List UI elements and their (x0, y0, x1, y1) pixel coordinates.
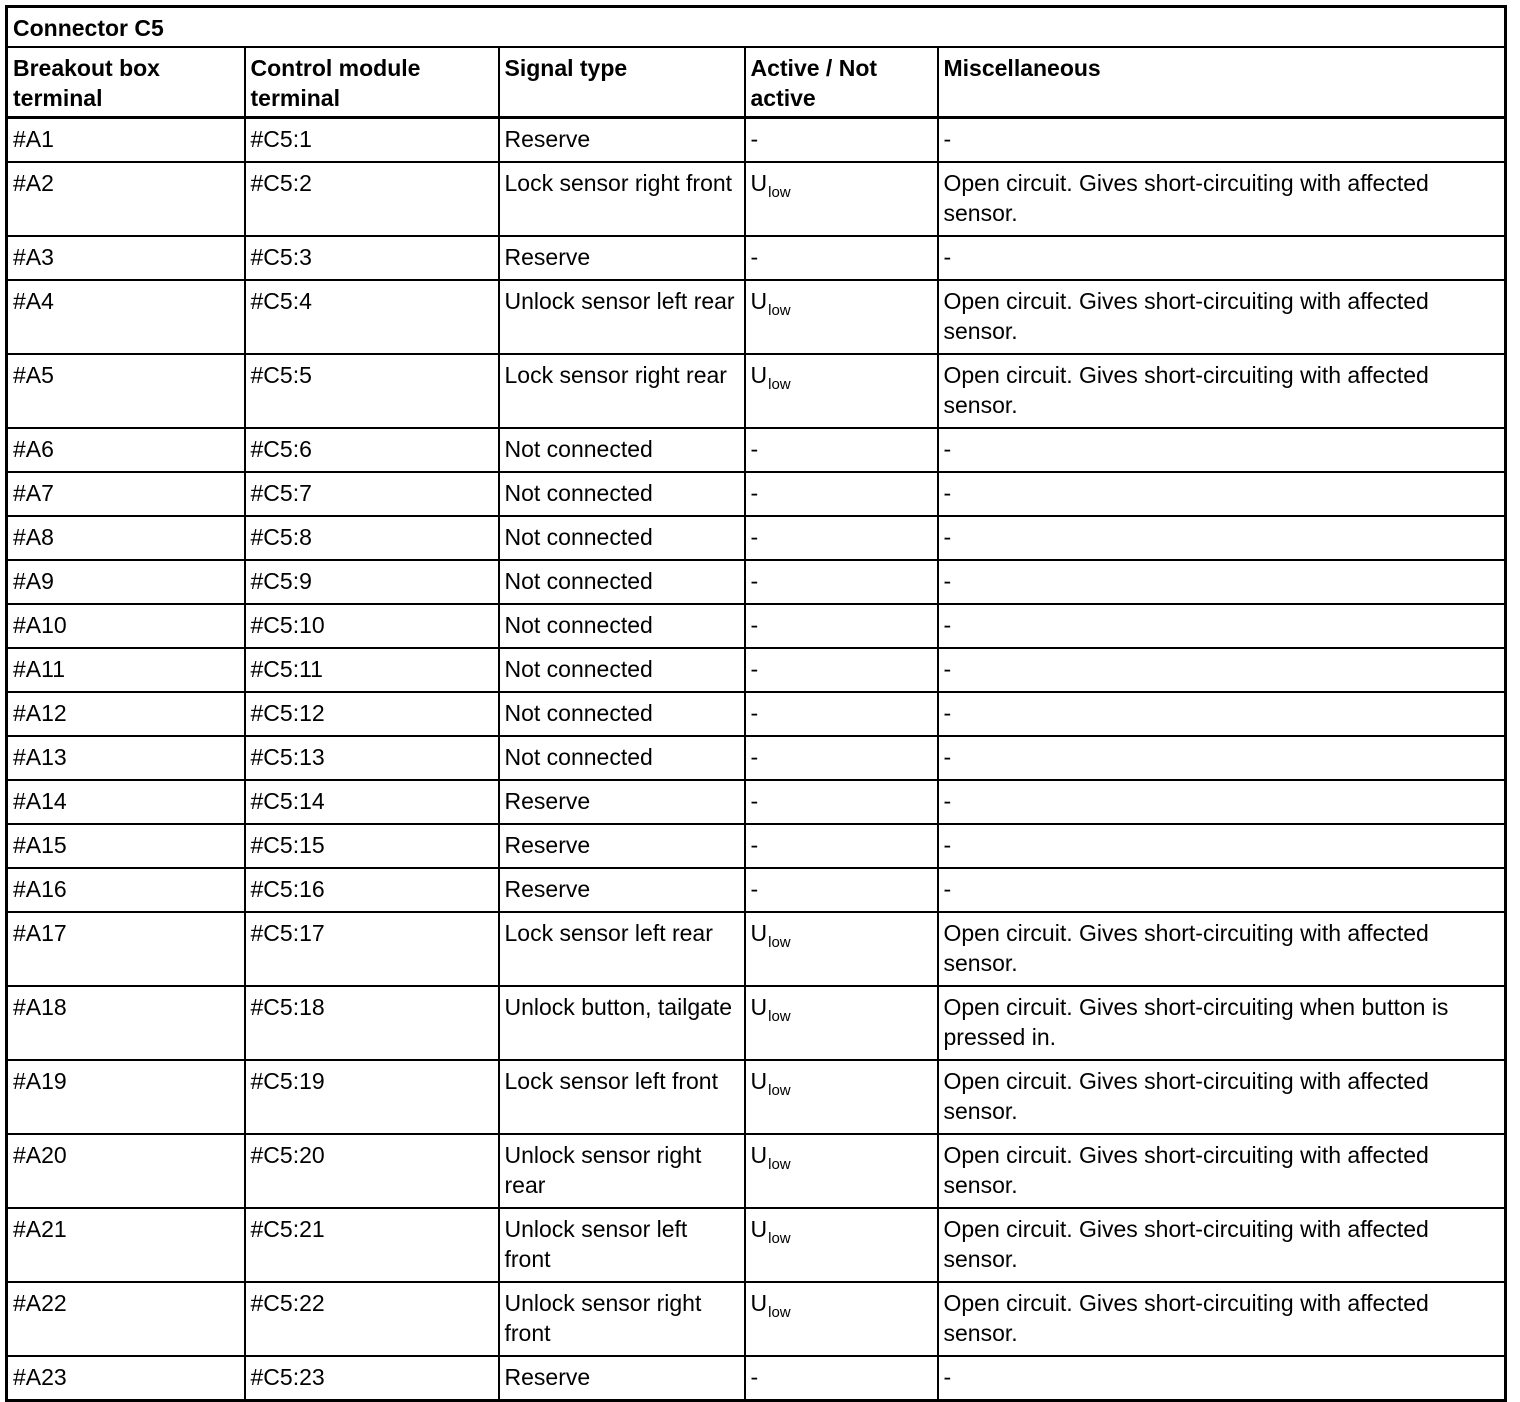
active-value-subscript: low (768, 376, 791, 393)
cell-active-not-active (745, 1134, 938, 1208)
header-active-not-active: Active / Not active (745, 47, 938, 118)
table-row (7, 1356, 1506, 1401)
cell-active-not-active (745, 472, 938, 516)
cell-control-module-terminal: #C5:12 (245, 692, 499, 736)
cell-active-not-active (745, 986, 938, 1060)
cell-signal-type: Unlock sensor right front (499, 1282, 745, 1356)
cell-miscellaneous: - (938, 692, 1506, 736)
cell-miscellaneous: - (938, 560, 1506, 604)
cell-miscellaneous: - (938, 868, 1506, 912)
cell-signal-type: Reserve (499, 118, 745, 163)
cell-control-module-terminal: #C5:1 (245, 118, 499, 163)
cell-control-module-terminal: #C5:16 (245, 868, 499, 912)
cell-signal-type: Reserve (499, 236, 745, 280)
cell-active-not-active (745, 648, 938, 692)
table-row (7, 354, 1506, 428)
cell-breakout-box-terminal: #A20 (7, 1134, 245, 1208)
cell-signal-type: Reserve (499, 1356, 745, 1401)
active-value-subscript: low (768, 1230, 791, 1247)
cell-breakout-box-terminal: #A14 (7, 780, 245, 824)
cell-control-module-terminal: #C5:21 (245, 1208, 499, 1282)
cell-active-not-active (745, 236, 938, 280)
table-row (7, 692, 1506, 736)
cell-miscellaneous: Open circuit. Gives short-circuiting with affected sensor. (938, 280, 1506, 354)
active-value: - (750, 788, 759, 814)
cell-signal-type: Not connected (499, 736, 745, 780)
active-value: - (750, 480, 759, 506)
cell-miscellaneous: - (938, 780, 1506, 824)
cell-breakout-box-terminal: #A5 (7, 354, 245, 428)
active-value: U (750, 994, 768, 1020)
cell-active-not-active (745, 560, 938, 604)
active-value-subscript: low (768, 1304, 791, 1321)
table-row (7, 428, 1506, 472)
table-row (7, 736, 1506, 780)
cell-miscellaneous: Open circuit. Gives short-circuiting with affected sensor. (938, 354, 1506, 428)
active-value: U (750, 1290, 768, 1316)
active-value-subscript: low (768, 184, 791, 201)
cell-signal-type: Not connected (499, 648, 745, 692)
cell-breakout-box-terminal: #A10 (7, 604, 245, 648)
cell-control-module-terminal: #C5:18 (245, 986, 499, 1060)
cell-control-module-terminal: #C5:11 (245, 648, 499, 692)
cell-breakout-box-terminal: #A17 (7, 912, 245, 986)
active-value: U (750, 1142, 768, 1168)
cell-breakout-box-terminal: #A11 (7, 648, 245, 692)
active-value-subscript: low (768, 934, 791, 951)
cell-breakout-box-terminal: #A4 (7, 280, 245, 354)
cell-breakout-box-terminal: #A1 (7, 118, 245, 163)
active-value: - (750, 656, 759, 682)
cell-breakout-box-terminal: #A23 (7, 1356, 245, 1401)
cell-control-module-terminal: #C5:9 (245, 560, 499, 604)
header-breakout-box-terminal: Breakout box terminal (7, 47, 245, 118)
cell-miscellaneous: - (938, 516, 1506, 560)
active-value: U (750, 288, 768, 314)
cell-breakout-box-terminal: #A9 (7, 560, 245, 604)
active-value: - (750, 524, 759, 550)
active-value: - (750, 436, 759, 462)
cell-miscellaneous: - (938, 118, 1506, 163)
cell-active-not-active (745, 912, 938, 986)
cell-signal-type: Lock sensor left rear (499, 912, 745, 986)
cell-active-not-active (745, 354, 938, 428)
cell-control-module-terminal: #C5:3 (245, 236, 499, 280)
active-value-subscript: low (768, 1156, 791, 1173)
cell-miscellaneous: Open circuit. Gives short-circuiting with affected sensor. (938, 912, 1506, 986)
cell-miscellaneous: Open circuit. Gives short-circuiting when button is pressed in. (938, 986, 1506, 1060)
cell-control-module-terminal: #C5:4 (245, 280, 499, 354)
cell-control-module-terminal: #C5:6 (245, 428, 499, 472)
table-body (7, 118, 1506, 1401)
active-value: - (750, 612, 759, 638)
active-value: - (750, 244, 759, 270)
table-row (7, 472, 1506, 516)
cell-active-not-active (745, 1060, 938, 1134)
table-row (7, 280, 1506, 354)
cell-control-module-terminal: #C5:22 (245, 1282, 499, 1356)
cell-active-not-active (745, 824, 938, 868)
cell-miscellaneous: Open circuit. Gives short-circuiting with affected sensor. (938, 1134, 1506, 1208)
active-value: - (750, 1364, 759, 1390)
cell-signal-type: Lock sensor left front (499, 1060, 745, 1134)
cell-signal-type: Not connected (499, 604, 745, 648)
cell-active-not-active (745, 736, 938, 780)
cell-miscellaneous: - (938, 236, 1506, 280)
cell-active-not-active (745, 1356, 938, 1401)
cell-signal-type: Not connected (499, 428, 745, 472)
cell-signal-type: Reserve (499, 868, 745, 912)
table-row (7, 1134, 1506, 1208)
cell-miscellaneous: - (938, 1356, 1506, 1401)
cell-control-module-terminal: #C5:19 (245, 1060, 499, 1134)
cell-control-module-terminal: #C5:13 (245, 736, 499, 780)
cell-miscellaneous: Open circuit. Gives short-circuiting with affected sensor. (938, 1208, 1506, 1282)
table-row (7, 868, 1506, 912)
cell-active-not-active (745, 118, 938, 163)
active-value: - (750, 832, 759, 858)
cell-breakout-box-terminal: #A22 (7, 1282, 245, 1356)
cell-miscellaneous: Open circuit. Gives short-circuiting with affected sensor. (938, 1060, 1506, 1134)
table-title: Connector C5 (7, 7, 1506, 48)
header-control-module-terminal: Control module terminal (245, 47, 499, 118)
cell-control-module-terminal: #C5:15 (245, 824, 499, 868)
active-value: - (750, 700, 759, 726)
active-value: U (750, 920, 768, 946)
cell-active-not-active (745, 162, 938, 236)
header-signal-type: Signal type (499, 47, 745, 118)
header-miscellaneous: Miscellaneous (938, 47, 1506, 118)
cell-active-not-active (745, 280, 938, 354)
cell-control-module-terminal: #C5:20 (245, 1134, 499, 1208)
cell-breakout-box-terminal: #A13 (7, 736, 245, 780)
table-row (7, 516, 1506, 560)
cell-active-not-active (745, 780, 938, 824)
cell-breakout-box-terminal: #A7 (7, 472, 245, 516)
cell-signal-type: Reserve (499, 824, 745, 868)
cell-miscellaneous: - (938, 428, 1506, 472)
cell-miscellaneous: Open circuit. Gives short-circuiting with affected sensor. (938, 1282, 1506, 1356)
table-row (7, 648, 1506, 692)
cell-active-not-active (745, 1282, 938, 1356)
cell-signal-type: Unlock sensor left rear (499, 280, 745, 354)
cell-breakout-box-terminal: #A6 (7, 428, 245, 472)
cell-control-module-terminal: #C5:2 (245, 162, 499, 236)
cell-breakout-box-terminal: #A2 (7, 162, 245, 236)
cell-breakout-box-terminal: #A12 (7, 692, 245, 736)
cell-active-not-active (745, 1208, 938, 1282)
table-row (7, 780, 1506, 824)
active-value: U (750, 362, 768, 388)
cell-control-module-terminal: #C5:23 (245, 1356, 499, 1401)
table-row (7, 824, 1506, 868)
cell-active-not-active (745, 516, 938, 560)
cell-miscellaneous: - (938, 824, 1506, 868)
cell-control-module-terminal: #C5:8 (245, 516, 499, 560)
cell-miscellaneous: Open circuit. Gives short-circuiting with affected sensor. (938, 162, 1506, 236)
cell-miscellaneous: - (938, 736, 1506, 780)
active-value: - (750, 568, 759, 594)
cell-signal-type: Unlock button, tailgate (499, 986, 745, 1060)
active-value: - (750, 126, 759, 152)
cell-signal-type: Unlock sensor right rear (499, 1134, 745, 1208)
cell-breakout-box-terminal: #A16 (7, 868, 245, 912)
table-row (7, 1208, 1506, 1282)
cell-signal-type: Not connected (499, 516, 745, 560)
cell-miscellaneous: - (938, 604, 1506, 648)
cell-breakout-box-terminal: #A19 (7, 1060, 245, 1134)
cell-active-not-active (745, 428, 938, 472)
cell-control-module-terminal: #C5:10 (245, 604, 499, 648)
active-value: U (750, 170, 768, 196)
cell-control-module-terminal: #C5:17 (245, 912, 499, 986)
table-row (7, 1060, 1506, 1134)
active-value-subscript: low (768, 1082, 791, 1099)
table-row (7, 604, 1506, 648)
active-value-subscript: low (768, 1008, 791, 1025)
cell-signal-type: Lock sensor right rear (499, 354, 745, 428)
cell-control-module-terminal: #C5:14 (245, 780, 499, 824)
cell-signal-type: Not connected (499, 472, 745, 516)
active-value: - (750, 876, 759, 902)
active-value: U (750, 1216, 768, 1242)
cell-breakout-box-terminal: #A3 (7, 236, 245, 280)
table-row (7, 236, 1506, 280)
cell-miscellaneous: - (938, 472, 1506, 516)
cell-signal-type: Unlock sensor left front (499, 1208, 745, 1282)
table-row (7, 118, 1506, 163)
table-row (7, 560, 1506, 604)
cell-breakout-box-terminal: #A15 (7, 824, 245, 868)
cell-active-not-active (745, 692, 938, 736)
cell-signal-type: Reserve (499, 780, 745, 824)
cell-breakout-box-terminal: #A18 (7, 986, 245, 1060)
table-row (7, 1282, 1506, 1356)
cell-active-not-active (745, 604, 938, 648)
cell-active-not-active (745, 868, 938, 912)
cell-control-module-terminal: #C5:5 (245, 354, 499, 428)
cell-signal-type: Not connected (499, 692, 745, 736)
table-row (7, 162, 1506, 236)
active-value: - (750, 744, 759, 770)
table-row (7, 986, 1506, 1060)
cell-signal-type: Lock sensor right front (499, 162, 745, 236)
connector-table (5, 5, 1507, 1402)
cell-breakout-box-terminal: #A8 (7, 516, 245, 560)
cell-control-module-terminal: #C5:7 (245, 472, 499, 516)
active-value-subscript: low (768, 302, 791, 319)
cell-breakout-box-terminal: #A21 (7, 1208, 245, 1282)
cell-signal-type: Not connected (499, 560, 745, 604)
active-value: U (750, 1068, 768, 1094)
cell-miscellaneous: - (938, 648, 1506, 692)
table-row (7, 912, 1506, 986)
